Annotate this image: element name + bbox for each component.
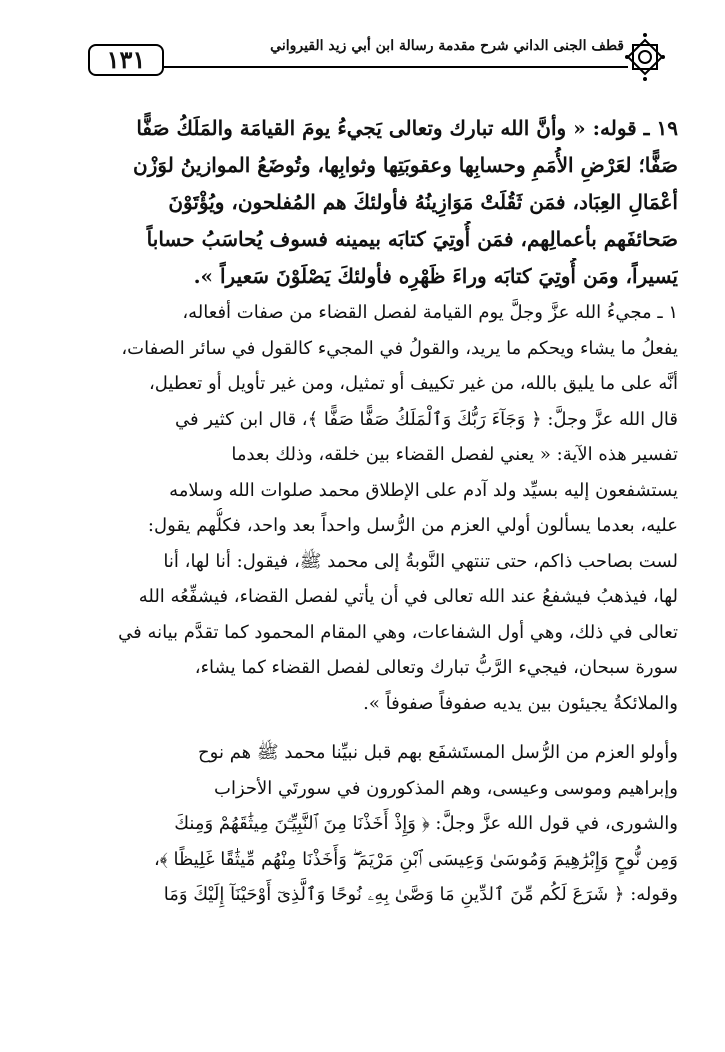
paragraph-line: أنَّه على ما يليق بالله، من غير تكييف أو تمثيل، ومن غير تأويل أو تعطيل،: [148, 373, 678, 394]
paragraph-line: وإبراهيم وموسى وعيسى، وهم المذكورون في سورتَي الأحزاب: [214, 777, 678, 799]
paragraph-2: [70, 735, 678, 913]
paragraph-line: وأولو العزم من الرُّسل المستَشفَع بهم قبل نبيِّنا محمد ﷺ هم نوح: [198, 742, 678, 763]
paragraph-line: وَمِن نُّوحٍ وَإِبْرَٰهِيمَ وَمُوسَىٰ وَعِيسَى ٱبْنِ مَرْيَمَ ۖ وَأَخَذْنَا مِنْهُم مِّيثَٰقًا غَلِيظًا ﴾،: [153, 848, 678, 870]
paragraph-line: والشورى، في قول الله عزَّ وجلَّ: ﴿ وَإِذْ أَخَذْنَا مِنَ ٱلنَّبِيِّـۧنَ مِيثَٰقَهُمْ وَمِنكَ: [174, 813, 678, 834]
quote-line: صَحائفَهم بأعمالِهم، فمَن أُوتِيَ كتابَه بيمينه فسوف يُحاسَبُ حساباً: [146, 227, 678, 251]
page-body: [70, 110, 678, 913]
paragraph-line: يفعلُ ما يشاء ويحكم ما يريد، والقولُ في المجيء كالقول في سائر الصفات،: [121, 337, 678, 359]
page-number: ١٣١: [88, 44, 164, 76]
octagonal-star-ornament-icon: [624, 30, 666, 82]
paragraph-gap: [70, 721, 678, 735]
quote-line: أعْمَالِ العِبَاد، فمَن ثَقُلَتْ مَوَازِينُهُ فأولئكَ هم المُفلحون، ويُؤْتَوْنَ: [168, 190, 678, 214]
paragraph-line: سورة سبحان، فيجيء الرَّبُّ تبارك وتعالى لفصل القضاء كما يشاء،: [194, 657, 678, 678]
paragraph-line: لست بصاحب ذاكم، حتى تنتهي النَّوبةُ إلى محمد ﷺ، فيقول: أنا لها، أنا: [163, 550, 678, 572]
paragraph-line: تعالى في ذلك، وهي أول الشفاعات، وهي المقام المحمود كما تقدَّم بيانه في: [118, 621, 678, 643]
paragraph-line: وقوله: ﴿ شَرَعَ لَكُم مِّنَ ٱلدِّينِ مَا وَصَّىٰ بِهِۦ نُوحًا وَٱلَّذِىٓ أَوْحَيْنَآ إِلَيْكَ وَمَا: [163, 884, 678, 905]
page-header: [88, 30, 666, 88]
quote-block: [70, 110, 678, 295]
running-title: قطف الجنى الداني شرح مقدمة رسالة ابن أبي زيد القيرواني: [270, 38, 624, 54]
paragraph-line: قال الله عزَّ وجلَّ: ﴿ وَجَآءَ رَبُّكَ وَٱلْمَلَكُ صَفًّا صَفًّا ﴾، قال ابن كثير في: [175, 408, 678, 430]
paragraph-line: يستشفعون إليه بسيِّد ولد آدم على الإطلاق محمد صلوات الله وسلامه: [169, 479, 678, 501]
quote-line: يَسيراً، ومَن أُوتِيَ كتابَه وراءَ ظَهْرِه فأولئكَ يَصْلَوْنَ سَعيراً ».: [193, 264, 678, 288]
header-rule: [164, 66, 628, 68]
paragraph-line: والملائكةُ يجيئون بين يديه صفوفاً صفوفاً ».: [363, 692, 678, 714]
paragraph-1: [70, 295, 678, 721]
quote-line: صَفًّا؛ لعَرْضِ الأُمَمِ وحسابِها وعقوبَتِها وثوابِها، وتُوضَعُ الموازينُ لوَزْن: [133, 153, 678, 177]
paragraph-line: تفسير هذه الآية: « يعني لفصل القضاء بين خلقه، وذلك بعدما: [231, 444, 678, 465]
quote-line: ١٩ ـ قوله: « وأنَّ الله تبارك وتعالى يَجيءُ يومَ القيامَة والمَلَكُ صَفًّا: [136, 116, 678, 140]
paragraph-line: ١ ـ مجيءُ الله عزَّ وجلَّ يوم القيامة لفصل القضاء من صفات أفعاله،: [182, 302, 678, 323]
paragraph-line: لها، فيذهبُ فيشفعُ عند الله تعالى في أن يأتي لفصل القضاء، فيشفِّعُه الله: [138, 586, 678, 607]
paragraph-line: عليه، بعدما يسألون أولي العزم من الرُّسل واحداً بعد واحد، فكلُّهم يقول:: [147, 515, 678, 536]
